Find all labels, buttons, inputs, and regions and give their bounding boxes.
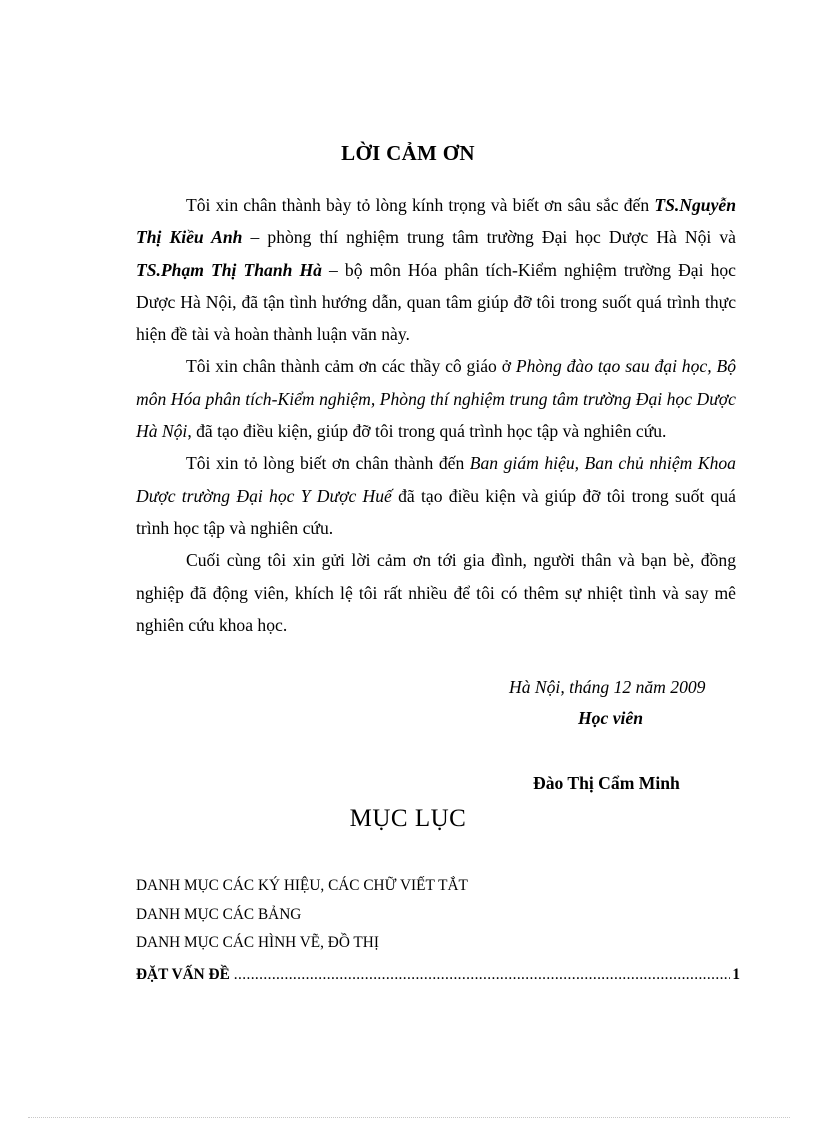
acknowledgement-body xyxy=(136,189,736,641)
paragraph-1-text-a: Tôi xin chân thành bày tỏ lòng kính trọng và biết ơn sâu sắc đến xyxy=(186,195,655,215)
signature-role: Học viên xyxy=(578,708,643,728)
paragraph-3-text-a: Tôi xin tỏ lòng biết ơn chân thành đến xyxy=(186,453,470,474)
paragraph-2-institutions: Phòng đào tạo sau đại học, Bộ môn Hóa phân tích-Kiểm nghiệm, Phòng thí nghiệm trung tâm trường Đại học Dược Hà Nội xyxy=(136,356,736,442)
toc-entry-page-number: 1 xyxy=(732,966,740,983)
paragraph-1-text-b: – phòng thí nghiệm trung tâm trường Đại học Dược Hà Nội và xyxy=(242,227,736,248)
toc-item-abbreviations[interactable]: DANH MỤC CÁC KÝ HIỆU, CÁC CHỮ VIẾT TẮT xyxy=(136,877,468,894)
toc-item-tables[interactable]: DANH MỤC CÁC BẢNG xyxy=(136,905,302,923)
page-bottom-divider xyxy=(28,1117,790,1118)
toc-title: MỤC LỤC xyxy=(349,805,467,832)
acknowledgement-paragraph-2 xyxy=(136,350,736,447)
paragraph-3-institutions: Ban giám hiệu, Ban chủ nhiệm Khoa Dược trường Đại học Y Dược Huế xyxy=(136,453,736,506)
toc-dot-leader xyxy=(234,966,731,984)
paragraph-4-text: Cuối cùng tôi xin gửi lời cảm ơn tới gia đình, người thân và bạn bè, đồng nghiệp đã động viên, khích lệ tôi rất nhiều để tôi có thêm sự nhiệt tình và say mê nghiên cứu khoa học. xyxy=(136,550,736,635)
acknowledgement-paragraph-1 xyxy=(136,189,736,350)
toc-list xyxy=(136,872,740,958)
paragraph-2-text-b: , đã tạo điều kiện, giúp đỡ tôi trong quá trình học tập và nghiên cứu. xyxy=(187,421,667,442)
acknowledgement-title: LỜI CẢM ƠN xyxy=(341,141,475,165)
toc-entry-label: ĐẶT VẤN ĐỀ xyxy=(136,966,230,983)
acknowledgement-paragraph-3 xyxy=(136,447,736,544)
acknowledgement-paragraph-4 xyxy=(136,544,736,641)
signature-date: Hà Nội, tháng 12 năm 2009 xyxy=(509,677,706,697)
signature-name: Đào Thị Cẩm Minh xyxy=(533,773,680,793)
supervisor-name-1: TS.Nguyễn Thị Kiều Anh xyxy=(136,195,736,248)
paragraph-2-text-a: Tôi xin chân thành cảm ơn các thầy cô giáo ở xyxy=(186,356,516,377)
supervisor-name-2: TS.Phạm Thị Thanh Hà xyxy=(136,259,322,280)
toc-item-figures[interactable]: DANH MỤC CÁC HÌNH VẼ, ĐỒ THỊ xyxy=(136,934,379,951)
paragraph-3-text-b: đã tạo điều kiện và giúp đỡ tôi trong suốt quá trình học tập và nghiên cứu. xyxy=(136,485,736,538)
paragraph-1-text-c: – bộ môn Hóa phân tích-Kiểm nghiệm trường Đại học Dược Hà Nội, đã tận tình hướng dẫn, quan tâm giúp đỡ tôi trong suốt quá trình thực hiện đề tài và hoàn thành luận văn này. xyxy=(136,259,736,345)
toc-entry-introduction[interactable] xyxy=(136,966,740,984)
